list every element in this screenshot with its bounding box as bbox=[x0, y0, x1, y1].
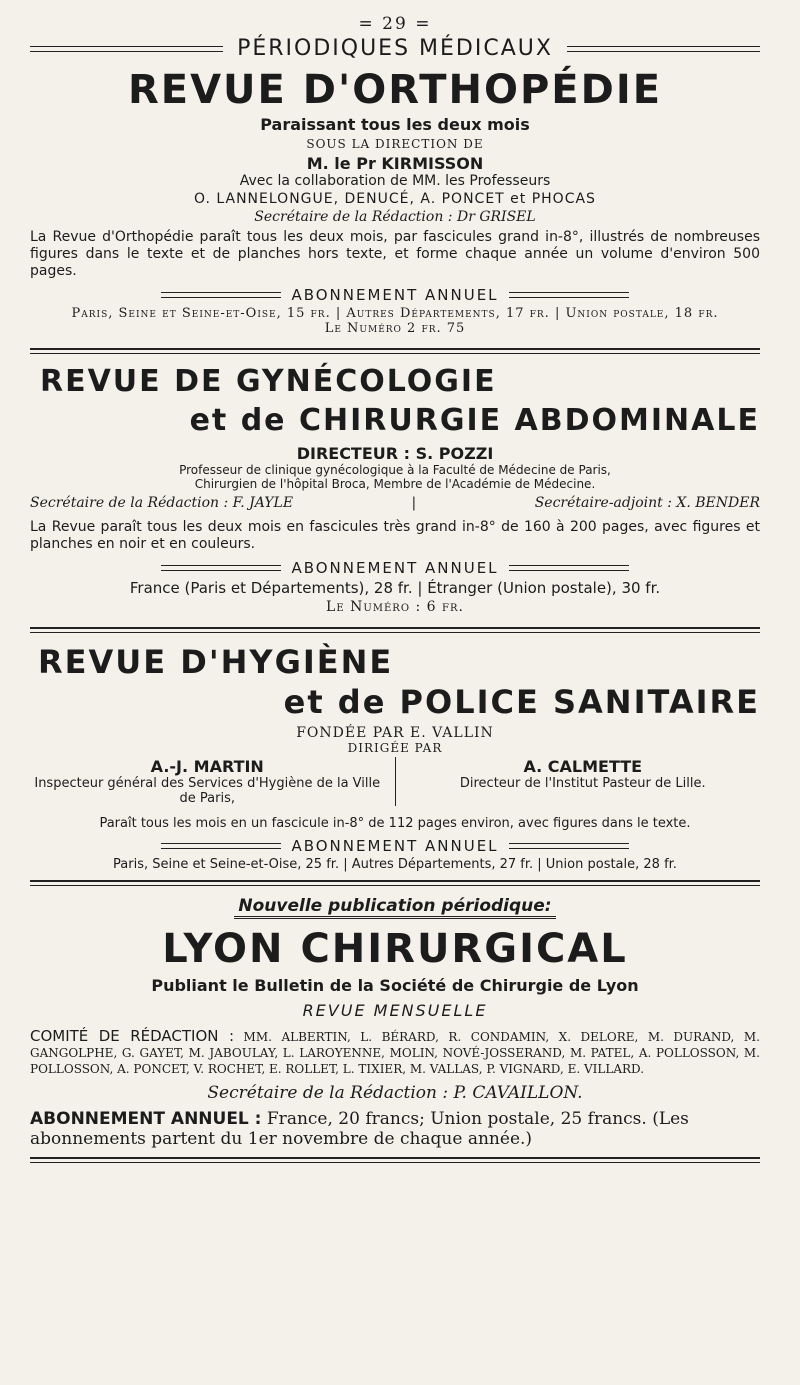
ortho-direction: SOUS LA DIRECTION DE bbox=[306, 137, 484, 151]
gyneco-secretary: Secrétaire de la Rédaction : F. JAYLE bbox=[30, 495, 294, 511]
hygiene-dir1-name: A.-J. MARTIN bbox=[150, 757, 264, 776]
hygiene-title-1: REVUE D'HYGIÈNE bbox=[38, 643, 394, 681]
hygiene-director-2 bbox=[396, 757, 761, 806]
lyon-new-pub: Nouvelle publication périodique: bbox=[234, 896, 555, 919]
hygiene-block bbox=[30, 643, 760, 872]
gyneco-title-1: REVUE DE GYNÉCOLOGIE bbox=[40, 364, 497, 399]
section-header: PÉRIODIQUES MÉDICAUX bbox=[237, 36, 553, 61]
gyneco-abon-label: ABONNEMENT ANNUEL bbox=[291, 559, 499, 577]
hygiene-dir2-name: A. CALMETTE bbox=[523, 757, 643, 776]
gyneco-secretary-adjoint: Secrétaire-adjoint : X. BENDER bbox=[534, 495, 760, 511]
lyon-secretary: Secrétaire de la Rédaction : P. CAVAILLON. bbox=[207, 1083, 583, 1103]
ortho-director: M. le Pr KIRMISSON bbox=[306, 154, 484, 173]
ortho-price-line: Paris, Seine et Seine-et-Oise, 15 fr. | Autres Départements, 17 fr. | Union postale, 18 fr. bbox=[71, 306, 719, 321]
ortho-abon-label: ABONNEMENT ANNUEL bbox=[291, 286, 499, 304]
ortho-collab: Avec la collaboration de MM. les Professeurs bbox=[239, 173, 551, 189]
separator bbox=[30, 348, 760, 354]
ortho-issue-price: Le Numéro 2 fr. 75 bbox=[324, 321, 466, 336]
page-number-value: 29 bbox=[382, 14, 408, 34]
hygiene-directors bbox=[30, 757, 760, 806]
hygiene-director-1 bbox=[30, 757, 396, 806]
section-banner bbox=[30, 36, 760, 61]
separator bbox=[30, 627, 760, 633]
gyneco-price-line: France (Paris et Départements), 28 fr. | Étranger (Union postale), 30 fr. bbox=[129, 579, 661, 597]
gyneco-director-info-2: Chirurgien de l'hôpital Broca, Membre de l'Académie de Médecine. bbox=[194, 477, 596, 491]
ortho-secretary: Secrétaire de la Rédaction : Dr GRISEL bbox=[254, 209, 536, 225]
ortho-block bbox=[30, 67, 760, 336]
hygiene-abon bbox=[30, 837, 760, 855]
hygiene-title-2: et de POLICE SANITAIRE bbox=[283, 683, 760, 721]
gyneco-abon bbox=[30, 559, 760, 577]
gyneco-title-2: et de CHIRURGIE ABDOMINALE bbox=[189, 403, 760, 438]
ortho-description: La Revue d'Orthopédie paraît tous les deux mois, par fascicules grand in-8°, illustrés de nombreuses figures dans le texte et de planches hors texte, et forme chaque année un volume d'environ 500 pages. bbox=[30, 229, 760, 279]
ortho-title: REVUE D'ORTHOPÉDIE bbox=[127, 67, 663, 113]
hygiene-directed: DIRIGÉE PAR bbox=[347, 741, 443, 755]
ortho-subtitle: Paraissant tous les deux mois bbox=[260, 115, 530, 134]
separator bbox=[30, 880, 760, 886]
hygiene-abon-label: ABONNEMENT ANNUEL bbox=[291, 837, 499, 855]
lyon-monthly: REVUE MENSUELLE bbox=[302, 1001, 488, 1020]
lyon-committee-members: MM. ALBERTIN, L. BÉRARD, R. CONDAMIN, X. DELORE, M. DURAND, M. GANGOLPHE, G. GAYET, M. JABOULAY, L. LAROYENNE, MOLIN, NOVÉ-JOSSERAND, M. PATEL, A. POLLOSSON, M. POLLOSSON, A. PONCET, V. ROCHET, E. ROLLET, L. TIXIER, M. VALLAS, P. VIGNARD, E. VILLARD. bbox=[30, 1030, 760, 1076]
separator bbox=[30, 1157, 760, 1163]
ortho-abon bbox=[30, 286, 760, 304]
hygiene-founder: FONDÉE PAR E. VALLIN bbox=[296, 725, 494, 741]
gyneco-secretaries: Secrétaire de la Rédaction : F. JAYLE | Secrétaire-adjoint : X. BENDER bbox=[30, 495, 760, 511]
gyneco-description: La Revue paraît tous les deux mois en fascicules très grand in-8° de 160 à 200 pages, avec figures et planches en noir et en couleurs. bbox=[30, 519, 760, 552]
lyon-abonnement bbox=[30, 1109, 760, 1149]
ortho-professors: O. LANNELONGUE, DENUCÉ, A. PONCET et PHOCAS bbox=[194, 191, 596, 207]
hygiene-price-line: Paris, Seine et Seine-et-Oise, 25 fr. | Autres Départements, 27 fr. | Union postale, 28 fr. bbox=[113, 857, 677, 872]
lyon-title: LYON CHIRURGICAL bbox=[162, 926, 628, 972]
hygiene-description: Paraît tous les mois en un fascicule in-8° de 112 pages environ, avec figures dans le texte. bbox=[99, 816, 691, 831]
lyon-committee bbox=[30, 1028, 760, 1077]
page-number: = 29 = bbox=[358, 14, 432, 34]
gyneco-issue-price: Le Numéro : 6 fr. bbox=[326, 599, 464, 615]
lyon-block bbox=[30, 896, 760, 1149]
gyneco-director: DIRECTEUR : S. POZZI bbox=[296, 444, 494, 463]
lyon-committee-label: COMITÉ DE RÉDACTION : bbox=[30, 1027, 235, 1045]
lyon-abon-label: ABONNEMENT ANNUEL : bbox=[30, 1109, 262, 1129]
lyon-price-text: France, 20 francs; Union postale, 25 francs. (Les abonnements partent du 1er novembre de chaque année.) bbox=[30, 1109, 689, 1149]
hygiene-dir1-info: Inspecteur général des Services d'Hygiène de la Ville de Paris, bbox=[34, 776, 381, 806]
hygiene-dir2-info: Directeur de l'Institut Pasteur de Lille. bbox=[459, 776, 706, 791]
gyneco-director-info-1: Professeur de clinique gynécologique à la Faculté de Médecine de Paris, bbox=[179, 463, 611, 477]
lyon-new-pub-wrap bbox=[30, 896, 760, 916]
lyon-subtitle: Publiant le Bulletin de la Société de Chirurgie de Lyon bbox=[151, 976, 639, 995]
gyneco-block bbox=[30, 364, 760, 615]
page bbox=[30, 0, 760, 1163]
